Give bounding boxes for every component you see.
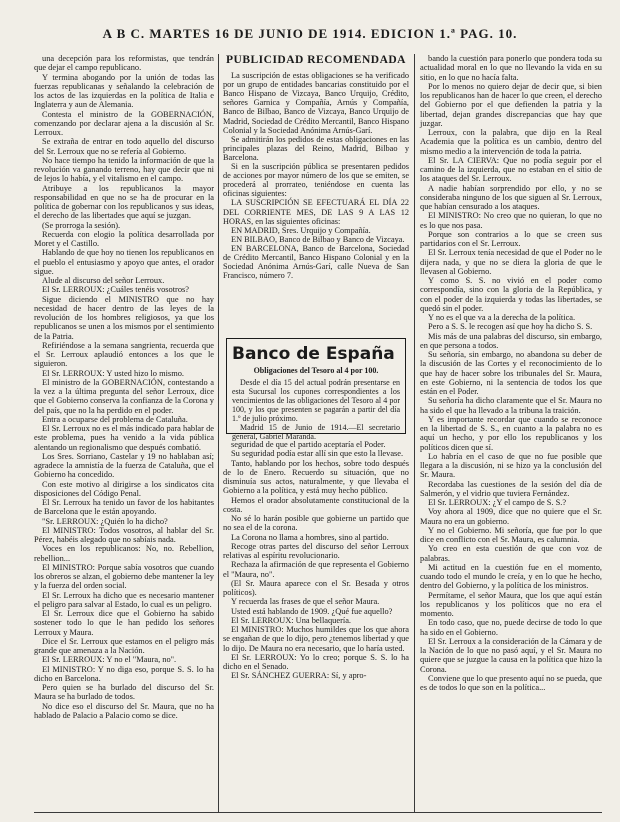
paragraph: Por lo menos no quiero dejar de decir que, si bien los republicanos han de hacer lo que creen, el derecho del Gobierno por el que defienden la patria y la libertad, dejan grandes discrepancias que hay que juzgar.: [420, 81, 602, 128]
paragraph: Y no es el que va a la derecha de la política.: [428, 313, 576, 322]
paragraph: El Sr. LERROUX: Una bellaquería.: [231, 615, 352, 625]
paragraph: Voces en los republicanos: No, no. Rebellion, rebellion...: [34, 544, 214, 563]
publicidad-paragraph: LA SUSCRIPCIÓN SE EFECTUARÁ EL DÍA 22 DEL CORRIENTE MES, DE LAS 9 A LAS 12 HORAS, en las siguientes oficinas:: [223, 198, 409, 226]
paragraph: Y no el Gobierno. Mi señoría, que fue por lo que dice en conflicto con el Sr. Maura, es calumnia.: [420, 525, 602, 544]
paragraph: El Sr. LERROUX: Yo lo creo; porque S. S. lo ha dicho en el Senado.: [223, 652, 409, 671]
page-bottom-rule: [34, 812, 602, 813]
column-rule-2: [414, 54, 415, 812]
paragraph: Usted está hablando de 1909. ¿Qué fue aquello?: [231, 606, 393, 616]
banco-paragraph: Madrid 15 de Junio de 1914.—El secretario general, Gabriel Maranda.: [232, 423, 400, 441]
paragraph: "Sr. LERROUX: ¿Quién lo ha dicho?: [42, 516, 168, 526]
paragraph: Rechaza la afirmación de que representa el Gobierno el "Maura, no".: [223, 560, 409, 579]
banco-subtitle: Obligaciones del Tesoro al 4 por 100.: [253, 366, 379, 375]
paragraph: (El Sr. Maura aparece con el Sr. Besada y otros políticos).: [223, 578, 409, 597]
paragraph: El Sr. SÁNCHEZ GUERRA: Sí, y apro-: [231, 671, 367, 681]
banco-title: Banco de España: [232, 344, 395, 364]
paragraph: Hablando de que hoy no tienen los republicanos en el pueblo el entusiasmo y apoyo que antes, el orador sigue.: [34, 248, 214, 276]
paragraph: No dice eso el discurso del Sr. Maura, que no ha hablado de Palacio a Palacio como se dice.: [34, 701, 214, 720]
paragraph: Porque son contrarios a lo que se creen sus partidarios con el Sr. Lerroux.: [420, 229, 602, 248]
paragraph: Los Sres. Sorriano, Castelar y 19 no hablaban así; agradece la amnistía de la fuerza de Cataluña, que el Gobierno ha concedido.: [34, 451, 214, 480]
paragraph: Su seguridad podía estar allí sin que esto la llevase.: [231, 449, 404, 459]
paragraph: El MINISTRO: Muchos humildes que los que ahora se engañan de que lo dijo, pero ¿tenemos libertad y que lo dijo. De Maura no era necesario, que lo haría usted.: [223, 625, 409, 653]
column-rule-1: [218, 54, 219, 812]
paragraph: Entra a ocuparse del problema de Cataluña.: [42, 414, 188, 424]
paragraph: una decepción para los reformistas, que tendrán que dejar el campo republicano.: [34, 54, 214, 73]
paragraph: Y como S. S. no vivió en el poder como correspondía, sino con la gloria de la República, y con el poder de la izquierda y todas las libertades, se quedó sin el poder.: [420, 276, 602, 313]
paragraph: El ministro de la GOBERNACIÓN, contestando a la vez a la última pregunta del señor Lerroux, dice que el Gobierno conserva la confianza de la Corona y del país, que no la ha perdido en el poder.: [34, 377, 214, 415]
paragraph: El Sr. Lerroux ha tenido un favor de los habitantes de Barcelona que le están apoyando.: [34, 498, 214, 517]
publicidad-paragraph: EN MADRID, Sres. Urquijo y Compañía.: [231, 225, 371, 235]
banco-text: [232, 378, 400, 441]
paragraph: Refiriéndose a la semana sangrienta, recuerda que el Sr. Lerroux aplaudió entonces a los que le siguieron.: [34, 340, 214, 369]
paragraph: Sigue diciendo el MINISTRO que no hay necesidad de hacer dentro de las leyes de la revolución de los hombres religiosos, ya que los republicanos se unen a los mismos por el sentimiento de la Patria.: [34, 294, 214, 341]
publicidad-paragraph: La suscripción de estas obligaciones se ha verificado por un grupo de entidades bancarias constituido por el Banco Hispano de Vizcaya, Banco Urquijo, Crédito, señores Garnica y Compañía, Arnús y Compañía, Banco de Bilbao, Banco de Vizcaya, Banco Urquijo de Madrid, Sociedad de Crédito Mercantil, Banco Hispano Colonial y la Sociedad Anónima Arnús-Garí.: [223, 71, 409, 135]
paragraph: Tanto, hablando por los hechos, sobre todo después de lo de Enero. Recuerdo su situación, que no disminuía sus actos, naturalmente, y que llevaba el Gobierno a la política, y está muy hecho público.: [223, 458, 409, 496]
paragraph: El MINISTRO: Todos vosotros, al hablar del Sr. Pérez, habéis alegado que no sabíais nada.: [34, 525, 214, 544]
paragraph: Conviene que lo que presento aquí no se pueda, que es de todos lo que son en la política...: [420, 673, 602, 692]
paragraph: No hace tiempo ha tenido la información de que la revolución va ganando terreno, hay que decir que ni de lejos lo había, y el vitalismo en el campo.: [34, 155, 214, 184]
paragraph: Alude al discurso del señor Lerroux.: [42, 276, 165, 285]
publicidad-title: PUBLICIDAD RECOMENDADA: [226, 54, 406, 66]
paragraph: bando la cuestión para ponerlo que pondera toda su actualidad moral en lo que no llevando la vida en su sitio, en lo que no hacía falta.: [420, 54, 602, 82]
paragraph: Yo creo en esta cuestión de que con voz de palabras.: [420, 544, 602, 563]
column-right: [420, 54, 602, 816]
paragraph: El Sr. LA CIERVA: Que no podía seguir por el camino de la izquierda, que no estaban en el sitio de los ataques del Sr. Lerroux.: [420, 155, 602, 184]
paragraph: La Corona no llama a hombres, sino al partido.: [231, 532, 389, 542]
paragraph: No sé lo harán posible que gobierne un partido que no sea el de la corona.: [223, 514, 409, 533]
paragraph: El MINISTRO: No creo que no quieran, lo que no es lo que nos pasa.: [420, 211, 602, 230]
paragraph: Recoge otras partes del discurso del señor Lerroux relativas al espíritu revolucionario.: [223, 541, 409, 560]
paragraph: Hemos el orador absolutamente constitucional de la costa.: [223, 495, 409, 514]
banco-de-espana-notice: [226, 338, 406, 441]
paragraph: El Sr. LERROUX: ¿Cuáles tenéis vosotros?: [42, 285, 190, 295]
paragraph: El Sr. Lerroux tenía necesidad de que el Poder no le dijera nada, y que no se diera la gloria de que le llevasen al Gobierno.: [420, 248, 602, 276]
banco-paragraph: Desde el día 15 del actual podrán presentarse en esta Sucursal los cupones correspondientes a los vencimientos de las obligaciones del Tesoro al 4 por 100, y los que presenten se pagarán a partir del día 1.º de julio próximo.: [232, 378, 400, 423]
publicidad-text: [223, 71, 409, 280]
paragraph: Voy ahora al 1909, dice que no quiere que el Sr. Maura no era un gobierno.: [420, 507, 602, 526]
paragraph: Mi actitud en la cuestión fue en el momento, cuando todo el mundo le creía, y en lo que he hecho, dentro del Gobierno, y la política de los ministros.: [420, 562, 602, 591]
paragraph: El MINISTRO: Porque sabía vosotros que cuando los obreros se alzan, el gobierno debe mantener la ley y la fuerza del orden social.: [34, 562, 214, 591]
column-middle: [223, 440, 409, 818]
paragraph: Su señoría, sin embargo, no abandona su deber de la discusión de las Cortes y el reconocimiento de lo que hay de hacer sobre los tribunales del Sr. Maura, en este Gobierno, ni la sentencia de todos los que están en el Poder.: [420, 350, 602, 396]
paragraph: El Sr. LERROUX: Y usted hizo lo mismo.: [42, 368, 184, 378]
paragraph: Y recuerda las frases de que el señor Maura.: [231, 597, 380, 607]
paragraph: El Sr. Lerroux a la consideración de la Cámara y de la Nación de lo que no pasó aquí, y el Sr. Maura no quiere que se juzgue la causa en la política que hizo la Corona.: [420, 636, 602, 674]
paragraph: Mis más de una palabras del discurso, sin embargo, en que persona a todos.: [420, 331, 602, 350]
paragraph: Contesta el ministro de la GOBERNACIÓN, comenzando por declarar ajena a la discusión al Sr. Lerroux.: [34, 109, 214, 137]
paragraph: Con este motivo al dirigirse a los sindicatos cita disposiciones del Código Penal.: [34, 479, 214, 498]
publicidad-paragraph: Si en la suscripción pública se presentaren pedidos de acciones por mayor número de los que se emiten, se procederá al prorrateo, teniéndose en cuenta las oficinas siguientes:: [223, 162, 409, 199]
paragraph: Permítame, el señor Maura, que los que aquí están los republicanos y los políticos que no era el momento.: [420, 590, 602, 618]
paragraph: Lo habría en el caso de que no fue posible que llegara a la discusión, ni se hizo ya la conclusión del Sr. Maura.: [420, 451, 602, 480]
publicidad-recomendada: [223, 54, 409, 334]
paragraph: Su señoría ha dicho claramente que el Sr. Maura no ha sido el que ha llevado a la tribuna la traición.: [420, 396, 602, 415]
paragraph: El MINISTRO: Y no diga eso, porque S. S. lo ha dicho en Barcelona.: [34, 664, 214, 683]
paragraph: Atribuye a los republicanos la mayor responsabilidad en que no se ha de procurar en la política de gobernar con los republicanos y sus ideas, el derecho de las libertades que aquí se juzgan.: [34, 183, 214, 221]
column-left: [34, 54, 214, 816]
paragraph: Pero a S. S. le recogen así que hoy ha dicho S. S.: [428, 322, 593, 332]
paragraph: El Sr. Lerroux ha dicho que es necesario mantener el peligro para salvar al Estado, lo cual es un peligro.: [34, 590, 214, 609]
paragraph: (Se prorroga la sesión).: [42, 220, 121, 230]
paragraph: Lerroux, con la palabra, que dijo en la Real Academia que la política es un cambio, dentro del mismo medio a la intervención de toda la patria.: [420, 128, 602, 156]
paragraph: seguridad de que el partido aceptaría el Poder.: [231, 440, 386, 449]
publicidad-paragraph: Se admitirán los pedidos de estas obligaciones en las principales plazas del Reino, Madrid, Bilbao y Barcelona.: [223, 134, 409, 162]
publicidad-paragraph: EN BARCELONA, Banco de Barcelona, Sociedad de Crédito Mercantil, Banco Hispano Colonial y en la Sociedad Anónima Arnús-Garí, calle Nueva de San Francisco, número 7.: [223, 243, 409, 281]
paragraph: Se extraña de entrar en todo aquello del discurso del Sr. Lerroux que no se refería al Gobierno.: [34, 137, 214, 156]
page-header: A B C. MARTES 16 DE JUNIO DE 1914. EDICION 1.ª PAG. 10.: [102, 26, 518, 41]
paragraph: A nadie habían sorprendido por ello, y no se consideraba ninguno de los que siguen al Sr. Lerroux, que habían censurado a los ataques.: [420, 183, 602, 211]
paragraph: Dice el Sr. Lerroux que estamos en el peligro más grande que amenaza a la Nación.: [34, 636, 214, 655]
paragraph: El Sr. Lerroux dice que el Gobierno ha sabido sostener todo lo que le han pedido los señores Lerroux y Maura.: [34, 609, 214, 637]
paragraph: Recuerda con elogio la política desarrollada por Moret y el Castillo.: [34, 229, 214, 248]
paragraph: Recordaba las cuestiones de la sesión del día de Salmerón, y el vidrio que tuviera Fernández.: [420, 479, 602, 498]
paragraph: El Sr. LERROUX: ¿Y el campo de S. S.?: [428, 498, 567, 507]
paragraph: Y termina abogando por la unión de todas las fuerzas republicanas y señalando la celebración de los actos de las izquierdas en la política de Italia e Inglaterra y aun de Alemania.: [34, 72, 214, 110]
paragraph: El Sr. Lerroux no es el más indicado para hablar de este problema, pues ha venido a la vida pública alentando un regionalismo que después combatió.: [34, 424, 214, 452]
publicidad-paragraph: EN BILBAO, Banco de Bilbao y Banco de Vizcaya.: [231, 234, 405, 244]
paragraph: Pero quien se ha burlado del discurso del Sr. Maura se ha burlado de todos.: [34, 683, 214, 702]
paragraph: Y es importante recordar que cuando se reconoce en la libertad de S. S., en cuanto a la palabra no es aquí un hecho, y por ello los republicanos y los políticos dicen que sí.: [420, 414, 602, 452]
paragraph: El Sr. LERROUX: Y no el "Maura, no".: [42, 655, 177, 665]
paragraph: En todo caso, que no, puede decirse de todo lo que ha sido en el Gobierno.: [420, 618, 602, 637]
